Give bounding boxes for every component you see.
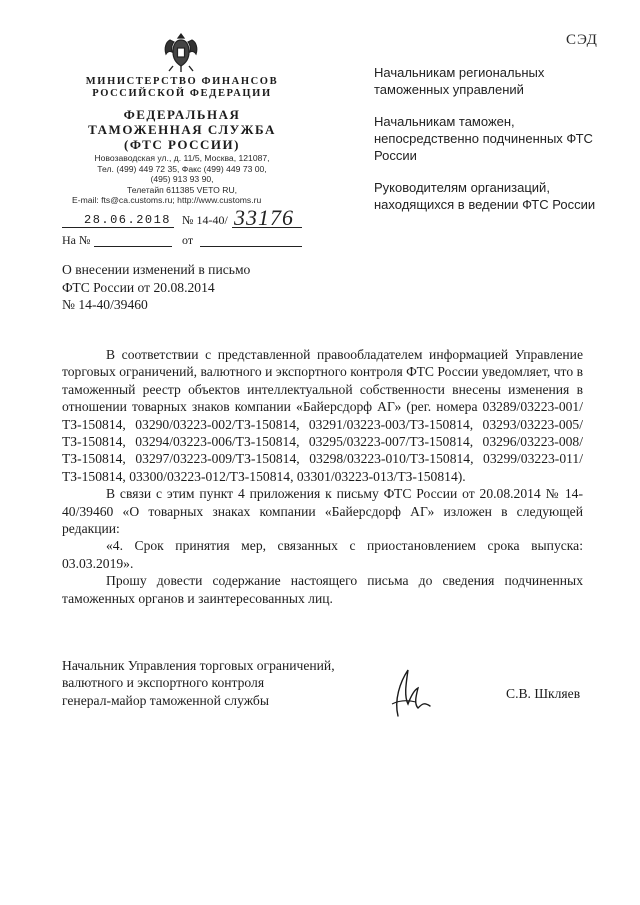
subject-line-3: № 14-40/39460 [62, 297, 148, 312]
ministry-line-2: РОССИЙСКОЙ ФЕДЕРАЦИИ [92, 88, 272, 99]
number-underline [232, 227, 302, 228]
teletype: Телетайп 611385 VETO RU, [126, 184, 238, 195]
coat-of-arms-emblem [158, 28, 204, 74]
signer-line-3: генерал-майор таможенной службы [62, 692, 269, 708]
body-paragraph-1: В соответствии с представленной правообладателем информацией Управление торговых ограничений, валютного и экспортного контроля ФТС России уведомляет, что в таможенный реестр объектов интеллектуальной собственности внесены изменения в отношении товарных знаков компании «Байерсдорф АГ» (рег. номера 03289/03223-001/ТЗ-150814, 03290/03223-002/ТЗ-150814, 03291/03223-003/ТЗ-150814, 03293/03223-005/ТЗ-150814, 03294/03223-006/ТЗ-150814, 03295/03223-007/ТЗ-150814, 03296/03223-008/ТЗ-150814, 03297/03223-009/ТЗ-150814, 03298/03223-010/ТЗ-150814, 03299/03223-011/ТЗ-150814, 03300/03223-012/ТЗ-150814, 03301/03223-013/ТЗ-150814). [62, 347, 583, 484]
ot-label: от [182, 233, 194, 247]
ministry-name [62, 76, 302, 100]
service-name [62, 107, 302, 152]
handwritten-signature [378, 660, 438, 720]
subject-block [62, 261, 302, 314]
service-line-1: ФЕДЕРАЛЬНАЯ [123, 107, 241, 122]
sed-stamp: СЭД [566, 32, 598, 48]
signer-title [62, 657, 382, 709]
reply-reference-line [62, 233, 312, 249]
na-underline [94, 246, 172, 247]
registration-number-handwritten: 33176 [234, 205, 294, 230]
na-label: На № [62, 233, 91, 247]
email: E-mail: fts@ca.customs.ru; http://www.customs.ru [72, 195, 262, 205]
recipient-3: Руководителям организаций, находящихся в ведении ФТС России [374, 180, 596, 212]
signer-line-2: валютного и экспортного контроля [62, 675, 265, 691]
phones-2: (495) 913 93 90, [150, 174, 214, 184]
ministry-line-1: МИНИСТЕРСТВО ФИНАНСОВ [85, 76, 279, 87]
signer-name: С.В. Шкляев [506, 686, 581, 701]
phones: Тел. (499) 449 72 35, Факс (499) 449 73 00, [97, 163, 267, 174]
recipients-block [374, 64, 614, 228]
service-line-2: ТАМОЖЕННАЯ СЛУЖБА [88, 122, 276, 137]
contact-block [62, 153, 302, 206]
body-paragraph-4: Прошу довести содержание настоящего письма до сведения подчиненных таможенных органов и заинтересованных лиц. [62, 573, 583, 606]
registration-number-prefix: № 14-40/ [182, 213, 228, 227]
subject-line-2: ФТС России от 20.08.2014 [62, 279, 215, 295]
signer-line-1: Начальник Управления торговых ограничений, [62, 658, 335, 673]
date-underline [62, 227, 174, 228]
recipient-1: Начальникам региональных таможенных управлений [374, 65, 545, 97]
ot-underline [200, 246, 302, 247]
subject-line-1: О внесении изменений в письмо [62, 262, 251, 277]
body-paragraph-3: «4. Срок принятия мер, связанных с приостановлением срока выпуска: 03.03.2019». [62, 538, 583, 571]
registration-line [62, 205, 312, 233]
address: Новозаводская ул., д. 11/5, Москва, 121087, [94, 153, 270, 163]
service-line-3: (ФТС РОССИИ) [124, 137, 240, 152]
recipient-2: Начальникам таможен, непосредственно подчиненных ФТС России [374, 114, 593, 163]
body-paragraph-2: В связи с этим пункт 4 приложения к письму ФТС России от 20.08.2014 № 14-40/39460 «О товарных знаках компании «Байерсдорф АГ» изложен в следующей редакции: [62, 486, 583, 537]
registration-date: 28.06.2018 [84, 213, 172, 227]
letter-body [62, 346, 583, 607]
